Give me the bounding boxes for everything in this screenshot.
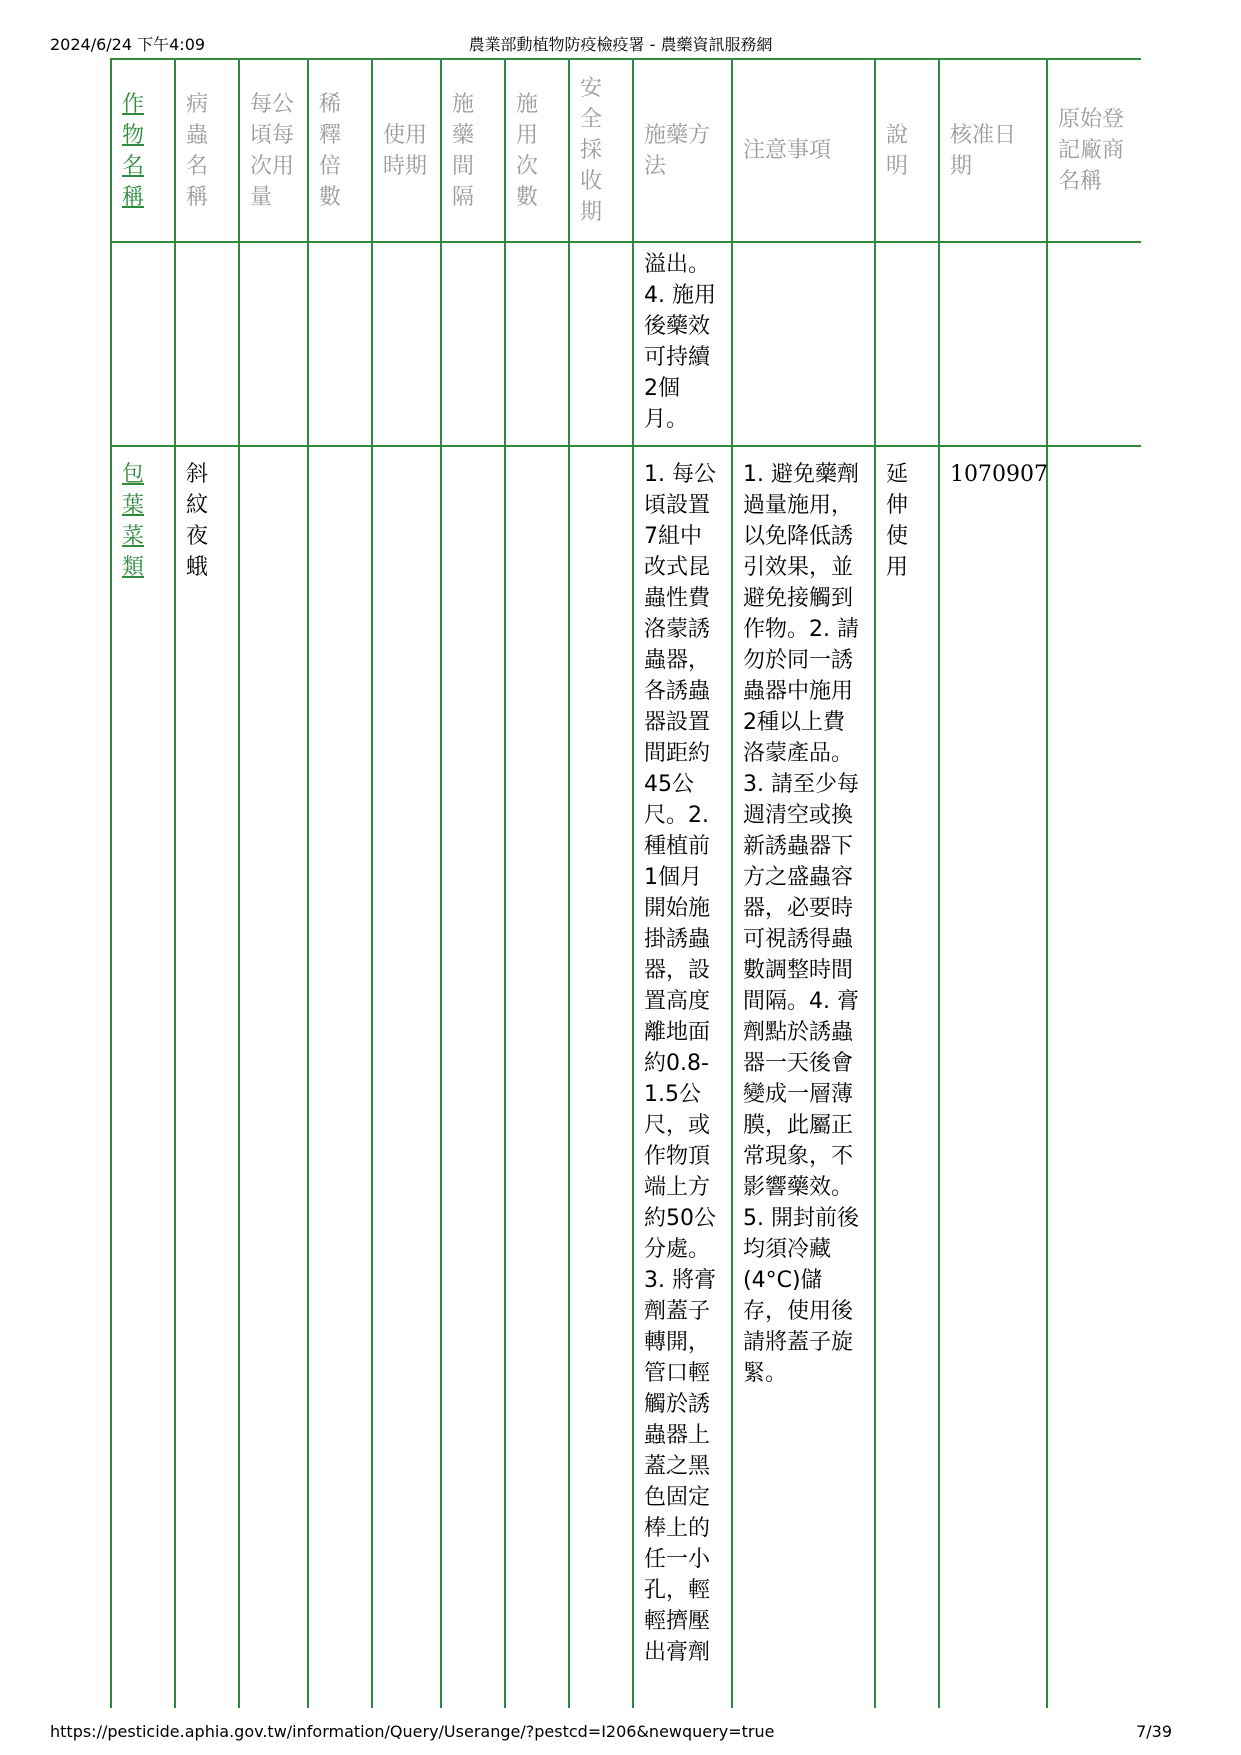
cell-approval-date: 1070907 bbox=[939, 446, 1047, 1708]
cell-times bbox=[505, 446, 569, 1708]
cell-dilution bbox=[308, 242, 372, 446]
cell-dose bbox=[239, 242, 308, 446]
print-datetime: 2024/6/24 下午4:09 bbox=[50, 35, 206, 54]
cell-dose bbox=[239, 446, 308, 1708]
cell-timing bbox=[372, 446, 441, 1708]
cell-crop bbox=[111, 446, 175, 1708]
cell-interval bbox=[441, 242, 505, 446]
column-header-pest: 病蟲名稱 bbox=[175, 59, 239, 242]
cell-notes: 1. 避免藥劑過量施用，以免降低誘引效果，並避免接觸到作物。2. 請勿於同一誘蟲器中施用2種以上費洛蒙產品。3. 請至少每週清空或換新誘蟲器下方之盛蟲容器，必要時可視誘得蟲數調整時間間隔。4. 膏劑點於誘蟲器一天後會變成一層薄膜，此屬正常現象，不影響藥效。5. 開封前後均須冷藏(4°C)儲存，使用後請將蓋子旋緊。 bbox=[732, 446, 875, 1708]
cell-crop bbox=[111, 242, 175, 446]
cell-method: 溢出。4. 施用後藥效可持續2個月。 bbox=[633, 242, 732, 446]
table-row bbox=[111, 446, 1141, 1708]
column-header-remark: 說明 bbox=[875, 59, 939, 242]
cell-method: 1. 每公頃設置7組中改式昆蟲性費洛蒙誘蟲器，各誘蟲器設置間距約45公尺。2. 種植前1個月開始施掛誘蟲器，設置高度離地面約0.8-1.5公尺，或作物頂端上方約50公分處。3. 將膏劑蓋子轉開，管口輕觸於誘蟲器上蓋之黑色固定棒上的任一小孔，輕輕擠壓出膏劑 bbox=[633, 446, 732, 1708]
cell-phi bbox=[569, 446, 633, 1708]
page-number: 7/39 bbox=[1136, 1722, 1172, 1741]
cell-remark bbox=[875, 242, 939, 446]
column-header-interval: 施藥間隔 bbox=[441, 59, 505, 242]
column-header-approval-date: 核准日期 bbox=[939, 59, 1047, 242]
cell-dilution bbox=[308, 446, 372, 1708]
column-header-registrant: 原始登記廠商名稱 bbox=[1047, 59, 1141, 242]
crop-link[interactable]: 包葉菜類 bbox=[122, 462, 145, 580]
column-header-notes: 注意事項 bbox=[732, 59, 875, 242]
table-row-continued bbox=[111, 242, 1141, 446]
pesticide-usage-table bbox=[110, 58, 1141, 1708]
page-url: https://pesticide.aphia.gov.tw/information/Query/Userange/?pestcd=I206&newquery=true bbox=[50, 1722, 775, 1741]
column-header-dose: 每公頃每次用量 bbox=[239, 59, 308, 242]
column-header-crop[interactable]: 作物名稱 bbox=[111, 59, 175, 242]
cell-registrant bbox=[1047, 446, 1141, 1708]
cell-registrant bbox=[1047, 242, 1141, 446]
table-header-row bbox=[111, 59, 1141, 242]
cell-pest: 斜紋夜蛾 bbox=[175, 446, 239, 1708]
cell-pest bbox=[175, 242, 239, 446]
page-title: 農業部動植物防疫檢疫署 - 農藥資訊服務網 bbox=[468, 35, 773, 54]
cell-timing bbox=[372, 242, 441, 446]
cell-remark: 延伸使用 bbox=[875, 446, 939, 1708]
column-header-timing: 使用時期 bbox=[372, 59, 441, 242]
column-header-dilution: 稀釋倍數 bbox=[308, 59, 372, 242]
cell-phi bbox=[569, 242, 633, 446]
cell-times bbox=[505, 242, 569, 446]
column-header-phi: 安全採收期 bbox=[569, 59, 633, 242]
column-header-method: 施藥方法 bbox=[633, 59, 732, 242]
usage-table-wrapper bbox=[110, 58, 1141, 1708]
column-header-times: 施用次數 bbox=[505, 59, 569, 242]
cell-notes bbox=[732, 242, 875, 446]
cell-interval bbox=[441, 446, 505, 1708]
cell-approval-date bbox=[939, 242, 1047, 446]
